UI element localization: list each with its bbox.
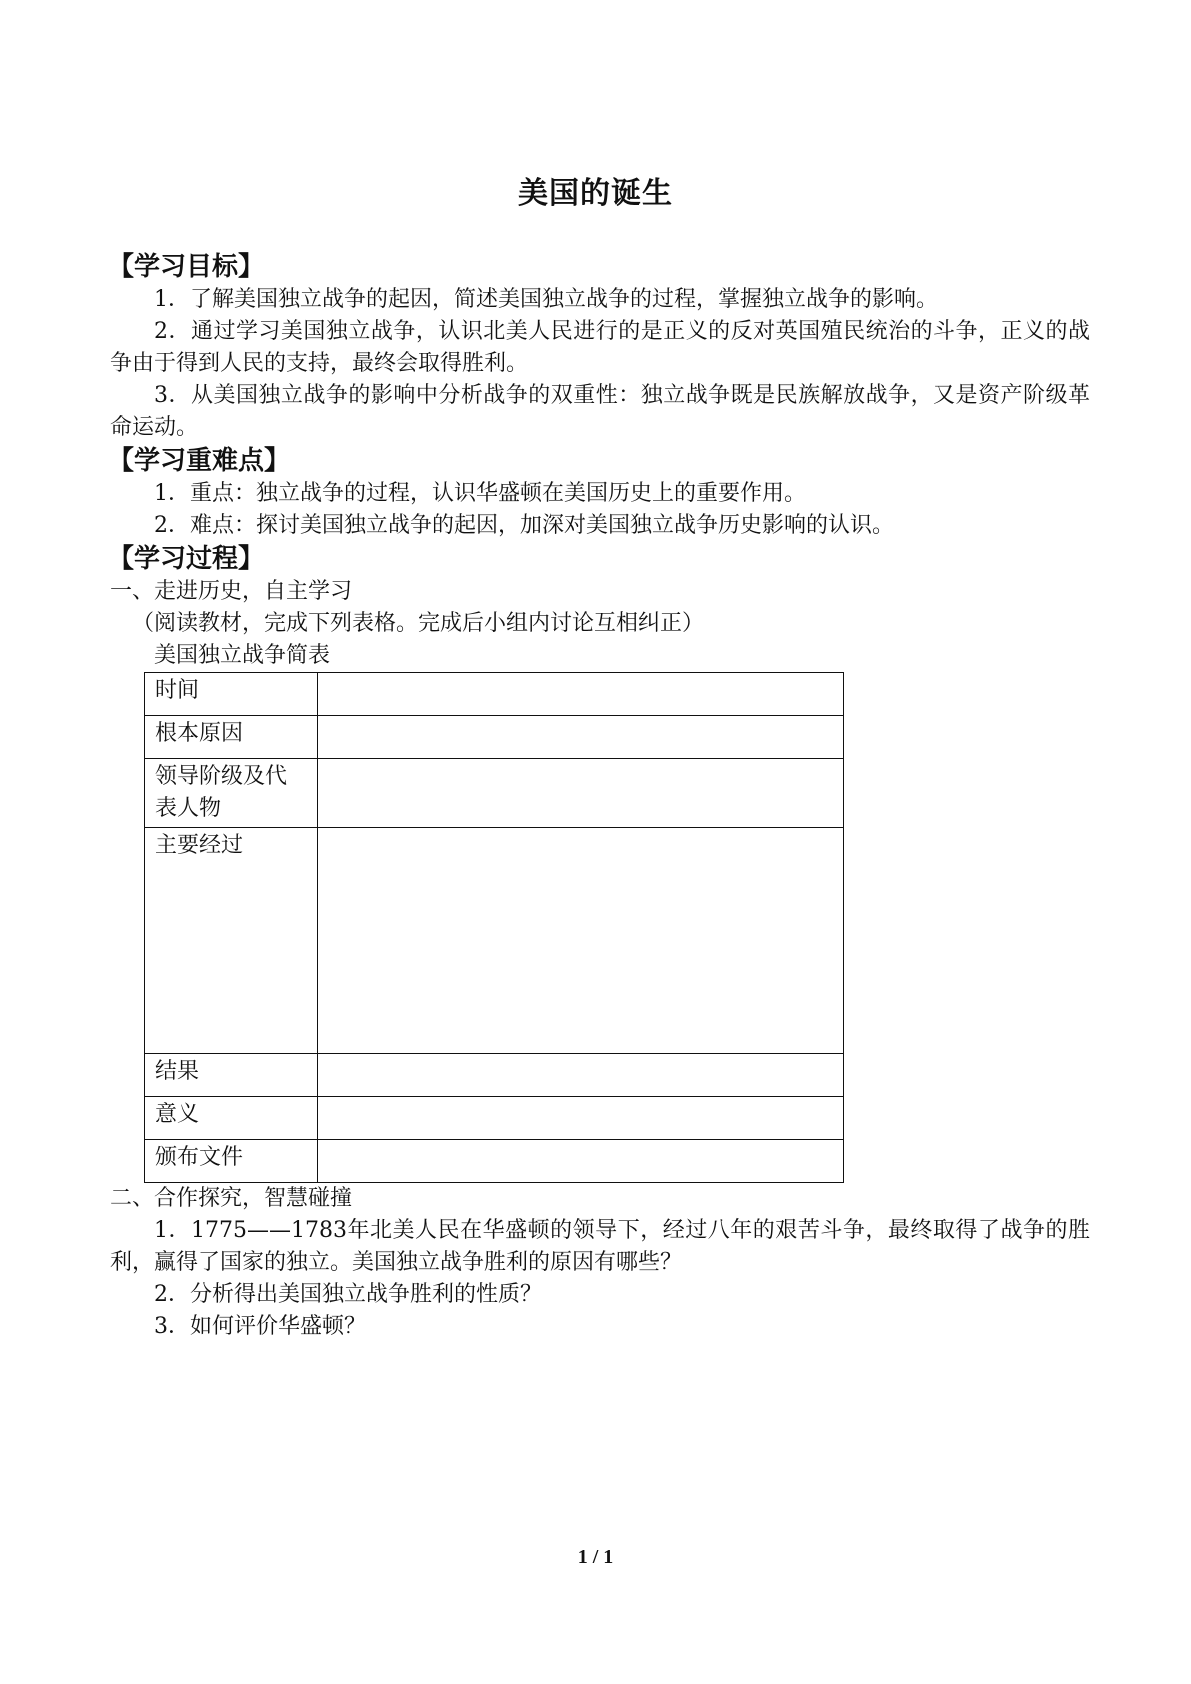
row-value-cell[interactable] <box>318 828 844 1054</box>
goal-item: 3．从美国独立战争的影响中分析战争的双重性：独立战争既是民族解放战争，又是资产阶级革命运动。 <box>110 383 1090 440</box>
table-row <box>145 1140 844 1183</box>
row-value-cell[interactable] <box>318 1097 844 1140</box>
keypoint-item: 1．重点：独立战争的过程，认识华盛顿在美国历史上的重要作用。 <box>154 481 806 506</box>
table-row <box>145 759 844 828</box>
goal-item: 1．了解美国独立战争的起因，简述美国独立战争的过程，掌握独立战争的影响。 <box>154 287 938 312</box>
row-label: 结果 <box>145 1054 318 1097</box>
question-item: 1．1775——1783年北美人民在华盛顿的领导下，经过八年的艰苦斗争，最终取得了战争的胜利，赢得了国家的独立。美国独立战争胜利的原因有哪些？ <box>110 1218 1090 1275</box>
keypoint-item: 2．难点：探讨美国独立战争的起因，加深对美国独立战争历史影响的认识。 <box>154 513 894 538</box>
goal-item: 2．通过学习美国独立战争，认识北美人民进行的是正义的反对英国殖民统治的斗争，正义的战争由于得到人民的支持，最终会取得胜利。 <box>110 319 1090 376</box>
row-label: 时间 <box>145 673 318 716</box>
row-value-cell[interactable] <box>318 1054 844 1097</box>
table-row <box>145 1054 844 1097</box>
row-label: 领导阶级及代表人物 <box>145 759 318 828</box>
keypoints-heading: 【学习重难点】 <box>108 446 291 476</box>
row-label: 颁布文件 <box>145 1140 318 1183</box>
document-body <box>110 250 1090 1343</box>
war-summary-table <box>144 672 844 1183</box>
process-heading: 【学习过程】 <box>108 544 265 574</box>
question-item: 3．如何评价华盛顿？ <box>154 1314 366 1339</box>
row-value-cell[interactable] <box>318 716 844 759</box>
part2-title: 二、合作探究，智慧碰撞 <box>110 1186 353 1211</box>
part1-title: 一、走进历史，自主学习 <box>110 579 353 604</box>
row-label: 根本原因 <box>145 716 318 759</box>
row-value-cell[interactable] <box>318 673 844 716</box>
page-number: 1 / 1 <box>577 1546 614 1568</box>
table-caption: 美国独立战争简表 <box>154 643 331 668</box>
page-title: 美国的诞生 <box>518 176 673 211</box>
table-row <box>145 673 844 716</box>
table-row <box>145 828 844 1054</box>
part1-note: （阅读教材，完成下列表格。完成后小组内讨论互相纠正） <box>132 611 705 636</box>
row-label: 意义 <box>145 1097 318 1140</box>
table-row <box>145 716 844 759</box>
goals-heading: 【学习目标】 <box>108 252 265 282</box>
row-value-cell[interactable] <box>318 759 844 828</box>
question-item: 2．分析得出美国独立战争胜利的性质？ <box>154 1282 542 1307</box>
row-label: 主要经过 <box>145 828 318 1054</box>
row-value-cell[interactable] <box>318 1140 844 1183</box>
table-row <box>145 1097 844 1140</box>
